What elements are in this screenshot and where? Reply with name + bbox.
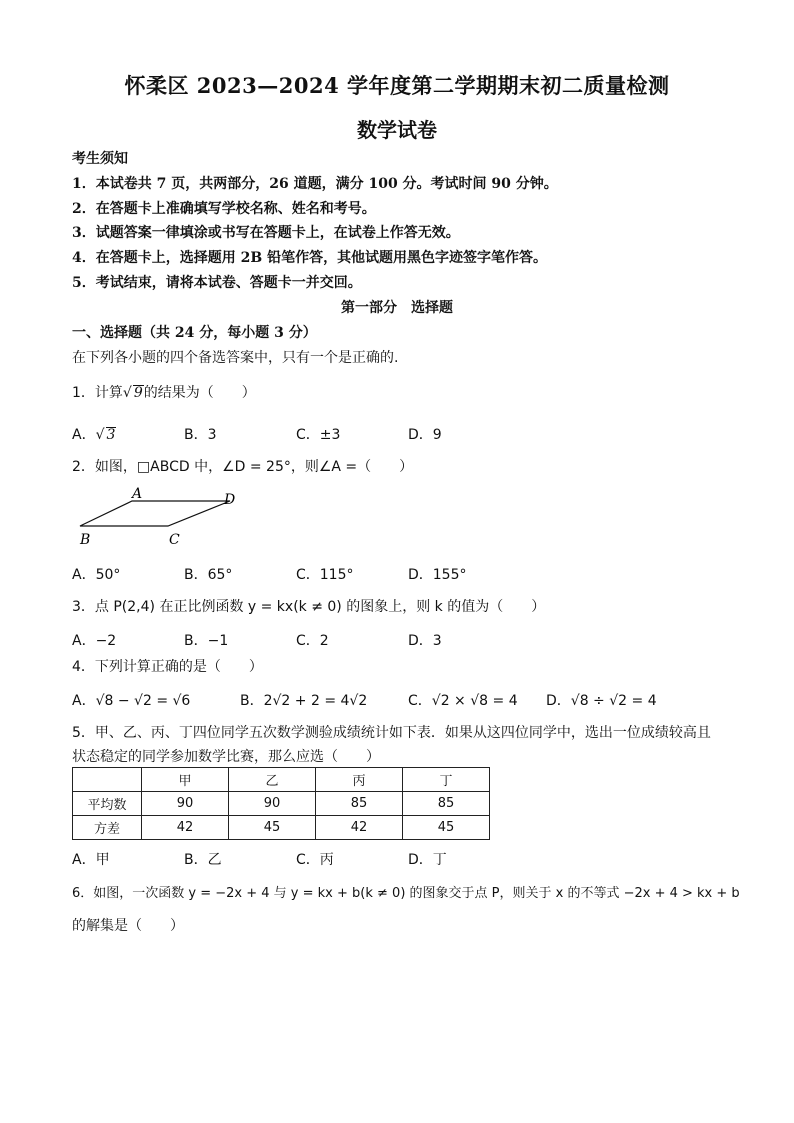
q1-pre: 1．计算 — [72, 385, 123, 401]
parallelogram-figure — [72, 484, 252, 550]
q3-option-a: A．−2 — [72, 633, 117, 649]
q1-option-a-label: A． — [72, 427, 96, 443]
vertex-a-label: A — [132, 486, 143, 502]
table-cell: 42 — [142, 816, 229, 840]
q2-option-a: A．50° — [72, 567, 121, 583]
q1-option-c: C．±3 — [296, 427, 341, 443]
question-2: 2．如图，□ABCD 中，∠D = 25°，则∠A =（ ） — [72, 459, 414, 475]
table-header-cell: 丁 — [403, 768, 490, 792]
notice-item: 5．考试结束，请将本试卷、答题卡一并交回。 — [72, 275, 362, 291]
table-header-cell: 乙 — [229, 768, 316, 792]
q2-option-b: B．65° — [184, 567, 233, 583]
q4-option-d: D．√8 ÷ √2 = 4 — [546, 693, 657, 709]
q4-option-c: C．√2 × √8 = 4 — [408, 693, 518, 709]
parallelogram-shape — [80, 501, 230, 526]
q4-option-a: A．√8 − √2 = √6 — [72, 693, 191, 709]
question-1 — [72, 382, 256, 402]
section-heading: 一、选择题（共 24 分，每小题 3 分） — [72, 325, 317, 341]
vertex-b-label: B — [80, 532, 91, 548]
question-4: 4．下列计算正确的是（ ） — [72, 659, 263, 675]
table-header-cell: 丙 — [316, 768, 403, 792]
table-cell: 90 — [229, 792, 316, 816]
question-5-line-2: 状态稳定的同学参加数学比赛，那么应选（ ） — [72, 749, 380, 765]
q1-option-b: B．3 — [184, 427, 217, 443]
page-title: 怀柔区 2023—2024 学年度第二学期期末初二质量检测 — [124, 73, 670, 98]
q2-option-d: D．155° — [408, 567, 467, 583]
q5-option-c: C．丙 — [296, 852, 334, 868]
question-3: 3．点 P(2,4) 在正比例函数 y = kx(k ≠ 0) 的图象上，则 k 的值为（ ） — [72, 599, 546, 615]
question-6-line-1: 6．如图，一次函数 y = −2x + 4 与 y = kx + b(k ≠ 0) 的图象交于点 P，则关于 x 的不等式 −2x + 4 > kx + b — [72, 886, 740, 901]
q5-option-d: D．丁 — [408, 852, 447, 868]
notice-heading: 考生须知 — [72, 151, 128, 167]
q1-option-d: D．9 — [408, 427, 442, 443]
q1-radicand: 9 — [133, 385, 143, 401]
table-header-cell: 甲 — [142, 768, 229, 792]
question-6-line-2: 的解集是（ ） — [72, 918, 184, 934]
scores-table — [72, 767, 490, 840]
table-cell: 85 — [403, 792, 490, 816]
sqrt-icon: √ — [122, 385, 132, 401]
table-cell: 45 — [229, 816, 316, 840]
sqrt-icon: √ — [95, 427, 105, 443]
vertex-d-label: D — [224, 492, 236, 508]
q5-option-a: A．甲 — [72, 852, 110, 868]
part1-heading: 第一部分 选择题 — [341, 300, 453, 316]
q2-option-c: C．115° — [296, 567, 354, 583]
table-header-row — [73, 768, 490, 792]
q1-option-a — [72, 424, 116, 444]
q3-option-c: C．2 — [296, 633, 329, 649]
q3-option-d: D．3 — [408, 633, 442, 649]
notice-item: 1．本试卷共 7 页，共两部分，26 道题，满分 100 分。考试时间 90 分钟。 — [72, 176, 558, 192]
table-cell: 平均数 — [73, 792, 142, 816]
vertex-c-label: C — [169, 532, 180, 548]
table-cell: 90 — [142, 792, 229, 816]
table-cell: 45 — [403, 816, 490, 840]
q3-option-b: B．−1 — [184, 633, 229, 649]
table-cell: 42 — [316, 816, 403, 840]
q1-option-a-radicand: 3 — [106, 427, 116, 443]
notice-item: 4．在答题卡上，选择题用 2B 铅笔作答，其他试题用黑色字迹签字笔作答。 — [72, 250, 548, 266]
notice-item: 2．在答题卡上准确填写学校名称、姓名和考号。 — [72, 201, 376, 217]
notice-item: 3．试题答案一律填涂或书写在答题卡上，在试卷上作答无效。 — [72, 225, 460, 241]
table-row — [73, 792, 490, 816]
page-subtitle: 数学试卷 — [357, 118, 437, 142]
table-cell: 85 — [316, 792, 403, 816]
q5-option-b: B．乙 — [184, 852, 222, 868]
q1-post: 的结果为（ ） — [143, 385, 256, 401]
q4-option-b: B．2√2 + 2 = 4√2 — [240, 693, 368, 709]
table-header-cell — [73, 768, 142, 792]
table-cell: 方差 — [73, 816, 142, 840]
question-5-line-1: 5．甲、乙、丙、丁四位同学五次数学测验成绩统计如下表．如果从这四位同学中，选出一位成绩较高且 — [72, 725, 711, 741]
table-row — [73, 816, 490, 840]
section-instruction: 在下列各小题的四个备选答案中，只有一个是正确的. — [72, 350, 399, 366]
